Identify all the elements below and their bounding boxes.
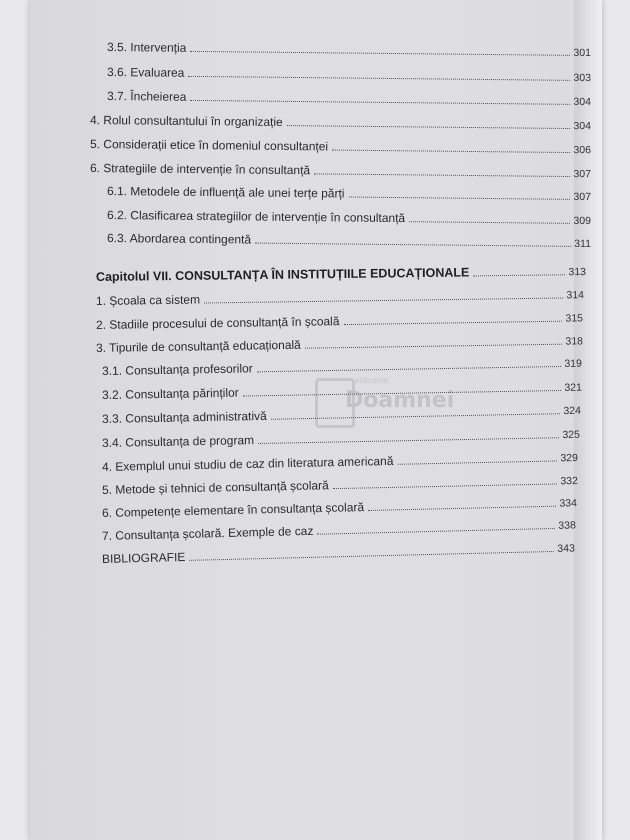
toc-leader-dots <box>271 413 561 420</box>
toc-entry-page: 321 <box>564 381 583 394</box>
toc-entry-page: 318 <box>565 335 584 348</box>
toc-entry <box>102 473 578 497</box>
toc-leader-dots <box>348 197 570 200</box>
toc-leader-dots <box>258 437 559 444</box>
toc-entry-label: 4. Exemplul unui studiu de caz din literatura americană <box>101 453 394 474</box>
toc-entry <box>96 310 583 332</box>
toc-entry-label: 3. Tipurile de consultanță educațională <box>95 337 301 355</box>
watermark-small-text: anticariat <box>355 376 388 385</box>
toc-entry <box>107 89 591 108</box>
toc-entry-page: 343 <box>557 542 576 555</box>
toc-leader-dots <box>287 125 571 129</box>
toc-entry-page: 315 <box>565 312 584 325</box>
toc-entry <box>96 287 584 308</box>
toc-entry-label: 1. Școala ca sistem <box>95 292 201 308</box>
toc-entry-page: 311 <box>574 237 592 251</box>
toc-leader-dots <box>188 76 570 81</box>
toc-leader-dots <box>344 321 563 325</box>
toc-entry <box>107 40 591 59</box>
toc-leader-dots <box>305 344 563 349</box>
toc-entry-page: 319 <box>564 357 583 370</box>
toc-entry-label: 3.6. Evaluarea <box>106 65 185 80</box>
toc-entry <box>107 231 591 250</box>
toc-entry <box>102 450 578 474</box>
toc-leader-dots <box>190 100 570 105</box>
toc-entry-label: 6.2. Clasificarea strategiilor de intervenție în consultanță <box>106 208 406 226</box>
toc-entry-page: 307 <box>573 168 592 181</box>
toc-entry-label: 3.3. Consultanța administrativă <box>101 408 267 426</box>
toc-entry-page: 324 <box>563 404 582 418</box>
toc-entry-label: Capitolul VII. CONSULTANȚA ÎN INSTITUȚIILE EDUCAȚIONALE <box>95 265 470 284</box>
toc-entry-label: 3.4. Consultanța de program <box>101 433 255 450</box>
toc-leader-dots <box>243 390 562 397</box>
toc-leader-dots <box>257 366 562 372</box>
watermark-text: Doamnei <box>345 388 455 413</box>
toc-entry-label: 4. Rolul consultantului în organizație <box>89 113 283 130</box>
toc-entry-label: 6.1. Metodele de influență ale unei terțe părți <box>106 184 345 201</box>
toc-leader-dots <box>397 460 557 464</box>
toc-entry-page: 338 <box>558 519 577 532</box>
toc-entry-label: 7. Consultanța școlară. Exemple de caz <box>101 523 314 543</box>
toc-entry-page: 303 <box>573 71 592 85</box>
toc-entry-page: 332 <box>560 475 579 488</box>
toc-leader-dots <box>204 297 563 303</box>
toc-leader-dots <box>473 274 565 276</box>
toc-entry <box>107 208 591 227</box>
toc-entry-page: 313 <box>568 266 587 279</box>
toc-chapter-heading <box>96 264 586 284</box>
toc-leader-dots <box>333 483 558 489</box>
toc-entry-page: 309 <box>573 214 592 228</box>
toc-entry-label: BIBLIOGRAFIE <box>101 549 186 566</box>
toc-entry <box>102 517 576 543</box>
toc-entry-page: 329 <box>560 452 579 465</box>
toc-entry-label: 3.7. Încheierea <box>106 89 187 104</box>
toc-leader-dots <box>190 51 570 56</box>
toc-entry-label: 2. Stadiile procesului de consultanță în școală <box>95 314 340 332</box>
toc-entry <box>102 495 577 520</box>
toc-leader-dots <box>409 221 570 224</box>
toc-entry <box>90 161 591 180</box>
toc-leader-dots <box>368 506 556 511</box>
toc-entry-page: 314 <box>566 289 585 302</box>
toc-leader-dots <box>314 173 570 177</box>
toc-entry <box>102 540 575 566</box>
toc-entry-page: 307 <box>573 190 592 204</box>
toc-entry-label: 6.3. Abordarea contingentă <box>106 231 252 247</box>
toc-leader-dots <box>189 551 554 561</box>
book-page <box>30 0 602 840</box>
toc-leader-dots <box>332 150 570 153</box>
toc-entry-label: 3.1. Consultanța profesorilor <box>101 361 253 378</box>
toc-entry-label: 5. Considerații etice în domeniul consultanței <box>89 137 329 154</box>
toc-entry-page: 304 <box>573 120 592 133</box>
toc-entry-page: 306 <box>573 144 592 157</box>
toc-entry <box>90 113 591 132</box>
toc-entry-label: 3.5. Intervenția <box>106 40 187 55</box>
toc-entry-page: 304 <box>573 95 592 109</box>
toc-entry <box>90 137 591 156</box>
toc-entry-label: 3.2. Consultanța părinților <box>101 385 239 402</box>
toc-entry-label: 6. Strategiile de intervenție în consultanță <box>89 161 311 178</box>
toc-entry-label: 6. Competențe elementare în consultanța școlară <box>101 500 365 520</box>
toc-entry <box>107 184 591 203</box>
toc-entry <box>96 333 583 355</box>
toc-leader-dots <box>317 528 555 535</box>
toc-entry-page: 325 <box>562 428 581 442</box>
toc-leader-dots <box>255 243 571 247</box>
toc-entry-label: 5. Metode și tehnici de consultanță școlară <box>101 478 329 497</box>
toc-entry-page: 334 <box>559 497 578 510</box>
toc-entry <box>107 65 591 84</box>
toc-entry-page: 301 <box>573 46 592 60</box>
